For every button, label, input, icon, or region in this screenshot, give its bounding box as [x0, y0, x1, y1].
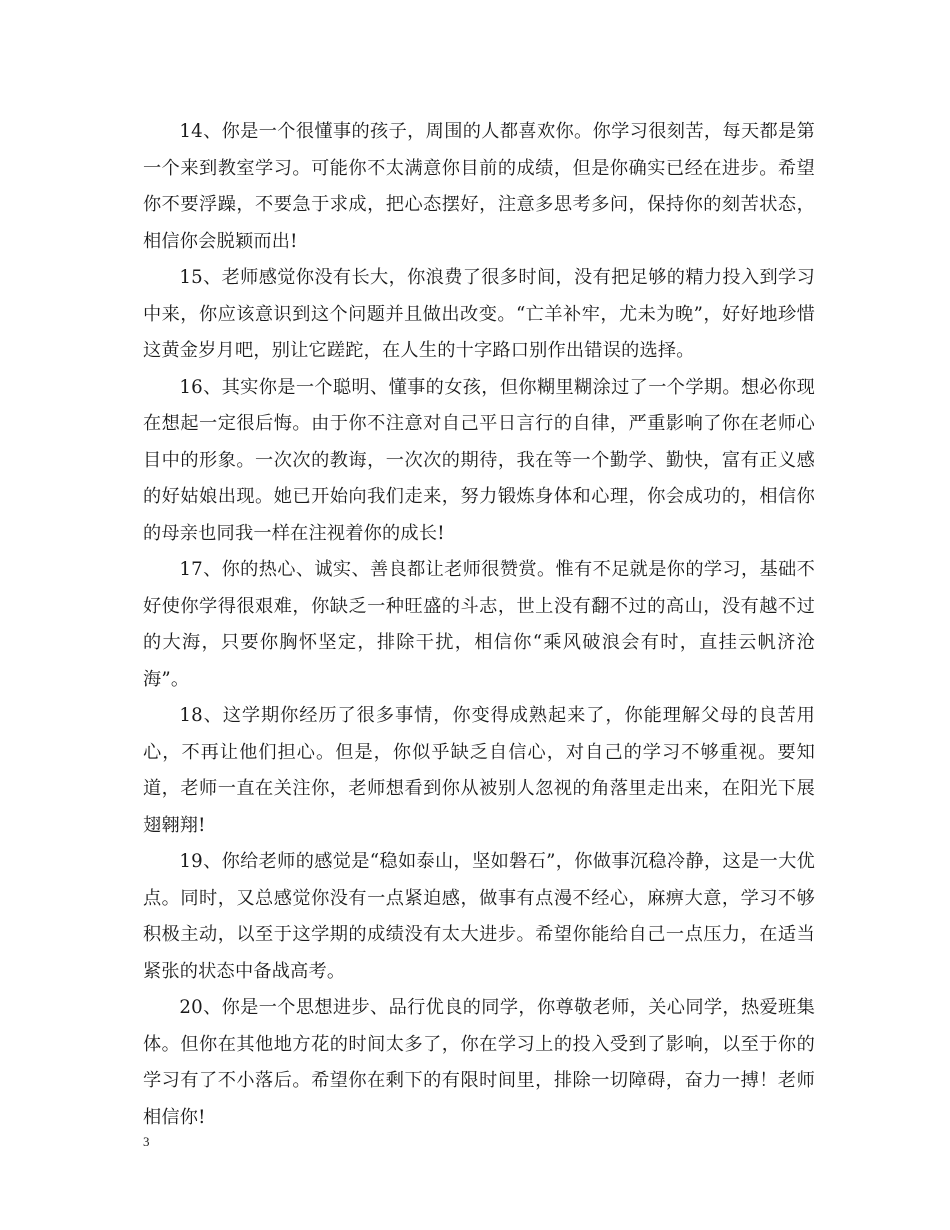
comment-paragraph-20: 20、你是一个思想进步、品行优良的同学，你尊敬老师，关心同学，热爱班集体。但你在其他地方花的时间太多了，你在学习上的投入受到了影响，以至于你的学习有了不小落后。希望你在剩下的有限时间里，排除一切障碍，奋力一搏！老师相信你! [143, 997, 815, 1128]
comment-paragraph-15: 15、老师感觉你没有长大，你浪费了很多时间，没有把足够的精力投入到学习中来，你应该意识到这个问题并且做出改变。“亡羊补牢，尤未为晚”，好好地珍惜这黄金岁月吧，别让它蹉跎，在人生的十字路口别作出错误的选择。 [143, 267, 815, 361]
comment-paragraph-19: 19、你给老师的感觉是“稳如泰山，坚如磐石”，你做事沉稳冷静，这是一大优点。同时，又总感觉你没有一点紧迫感，做事有点漫不经心，麻痹大意，学习不够积极主动，以至于这学期的成绩没有太大进步。希望你能给自己一点压力，在适当紧张的状态中备战高考。 [143, 851, 815, 982]
page-number: 3 [143, 1134, 150, 1149]
comment-paragraph-16: 16、其实你是一个聪明、懂事的女孩，但你糊里糊涂过了一个学期。想必你现在想起一定很后悔。由于你不注意对自己平日言行的自律，严重影响了你在老师心目中的形象。一次次的教诲，一次次的期待，我在等一个勤学、勤快，富有正义感的好姑娘出现。她已开始向我们走来，努力锻炼身体和心理，你会成功的，相信你的母亲也同我一样在注视着你的成长! [143, 376, 815, 544]
comment-paragraph-18: 18、这学期你经历了很多事情，你变得成熟起来了，你能理解父母的良苦用心，不再让他们担心。但是，你似乎缺乏自信心，对自己的学习不够重视。要知道，老师一直在关注你，老师想看到你从被别人忽视的角落里走出来，在阳光下展翅翱翔! [143, 705, 815, 836]
document-body [143, 114, 815, 1136]
comment-paragraph-17: 17、你的热心、诚实、善良都让老师很赞赏。惟有不足就是你的学习，基础不好使你学得很艰难，你缺乏一种旺盛的斗志，世上没有翻不过的高山，没有越不过的大海，只要你胸怀坚定，排除干扰，相信你“乘风破浪会有时，直挂云帆济沧海”。 [143, 559, 815, 690]
comment-paragraph-14: 14、你是一个很懂事的孩子，周围的人都喜欢你。你学习很刻苦，每天都是第一个来到教室学习。可能你不太满意你目前的成绩，但是你确实已经在进步。希望你不要浮躁，不要急于求成，把心态摆好，注意多思考多问，保持你的刻苦状态，相信你会脱颖而出! [143, 121, 815, 252]
